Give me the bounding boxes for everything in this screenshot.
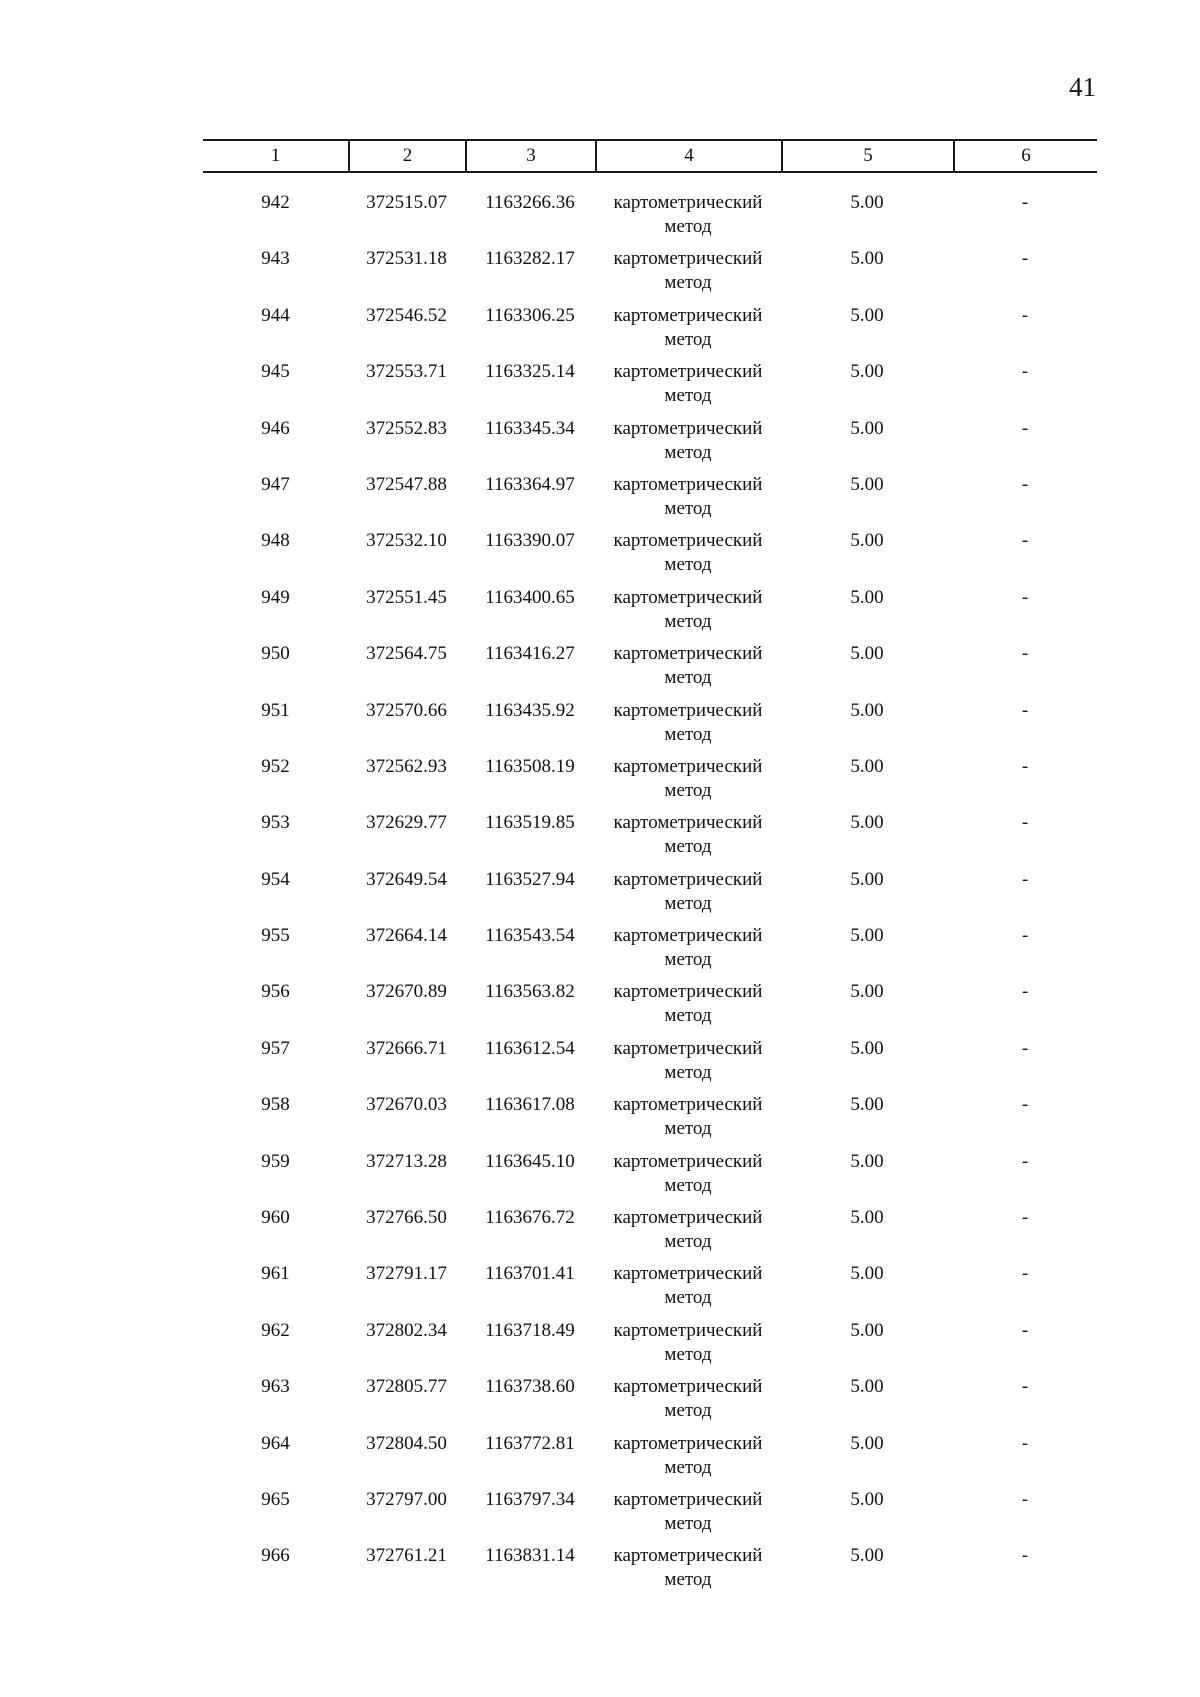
point-number: 946 <box>261 417 290 439</box>
accuracy-value: 5.00 <box>850 1545 884 1567</box>
method-line-2: метод <box>664 1569 712 1591</box>
table-row <box>203 1262 1097 1318</box>
method-cell <box>595 1544 781 1592</box>
header-cell-3: 3 <box>465 141 595 171</box>
method-line-2: метод <box>664 610 712 632</box>
note-value: - <box>1021 981 1029 1003</box>
coordinate-y: 1163345.34 <box>485 417 575 439</box>
method-cell <box>595 1150 781 1198</box>
coordinate-y: 1163400.65 <box>485 586 575 608</box>
coordinate-x: 372531.18 <box>366 248 447 270</box>
method-line-1: картометрический <box>613 1150 763 1172</box>
header-cell-5: 5 <box>781 141 953 171</box>
point-number: 959 <box>261 1150 290 1172</box>
method-cell <box>595 473 781 521</box>
point-number: 963 <box>261 1376 290 1398</box>
accuracy-value: 5.00 <box>850 473 884 495</box>
method-line-2: метод <box>664 836 712 858</box>
method-cell <box>595 699 781 747</box>
method-cell <box>595 304 781 352</box>
method-cell <box>595 1488 781 1536</box>
accuracy-value: 5.00 <box>850 1488 884 1510</box>
note-value: - <box>1021 304 1029 326</box>
table-row <box>203 699 1097 755</box>
note-value: - <box>1021 1037 1029 1059</box>
method-line-1: картометрический <box>613 699 763 721</box>
table-row <box>203 1150 1097 1206</box>
accuracy-value: 5.00 <box>850 1037 884 1059</box>
coordinate-x: 372564.75 <box>366 643 447 665</box>
method-cell <box>595 755 781 803</box>
coordinate-x: 372670.03 <box>366 1094 447 1116</box>
method-cell <box>595 1375 781 1423</box>
header-cell-6: 6 <box>953 141 1097 171</box>
coordinate-y: 1163617.08 <box>485 1094 575 1116</box>
coordinate-y: 1163831.14 <box>485 1545 575 1567</box>
method-line-2: метод <box>664 1512 712 1534</box>
method-line-1: картометрический <box>613 1319 763 1341</box>
note-value: - <box>1021 1319 1029 1341</box>
method-cell <box>595 417 781 465</box>
method-line-2: метод <box>664 441 712 463</box>
coordinate-x: 372629.77 <box>366 812 447 834</box>
coordinate-y: 1163645.10 <box>485 1150 575 1172</box>
coordinate-y: 1163543.54 <box>485 925 575 947</box>
accuracy-value: 5.00 <box>850 304 884 326</box>
method-cell <box>595 360 781 408</box>
coordinate-y: 1163612.54 <box>485 1037 575 1059</box>
method-line-2: метод <box>664 328 712 350</box>
table-row <box>203 473 1097 529</box>
method-cell <box>595 1319 781 1367</box>
method-line-2: метод <box>664 667 712 689</box>
method-line-1: картометрический <box>613 925 763 947</box>
coordinate-x: 372802.34 <box>366 1319 447 1341</box>
method-line-1: картометрический <box>613 473 763 495</box>
point-number: 962 <box>261 1319 290 1341</box>
point-number: 949 <box>261 586 290 608</box>
coordinate-x: 372553.71 <box>366 361 447 383</box>
coordinate-y: 1163306.25 <box>485 304 575 326</box>
point-number: 951 <box>261 699 290 721</box>
method-cell <box>595 247 781 295</box>
point-number: 954 <box>261 868 290 890</box>
note-value: - <box>1021 361 1029 383</box>
method-line-1: картометрический <box>613 1432 763 1454</box>
note-value: - <box>1021 530 1029 552</box>
point-number: 961 <box>261 1263 290 1285</box>
table-row <box>203 924 1097 980</box>
coordinate-y: 1163325.14 <box>485 361 575 383</box>
point-number: 943 <box>261 248 290 270</box>
method-line-2: метод <box>664 1343 712 1365</box>
point-number: 952 <box>261 755 290 777</box>
method-cell <box>595 811 781 859</box>
note-value: - <box>1021 1545 1029 1567</box>
table-row <box>203 980 1097 1036</box>
method-cell <box>595 529 781 577</box>
point-number: 953 <box>261 812 290 834</box>
note-value: - <box>1021 1150 1029 1172</box>
accuracy-value: 5.00 <box>850 699 884 721</box>
coordinate-y: 1163527.94 <box>485 868 575 890</box>
accuracy-value: 5.00 <box>850 1432 884 1454</box>
method-cell <box>595 1093 781 1141</box>
method-line-2: метод <box>664 1174 712 1196</box>
coordinate-y: 1163797.34 <box>485 1488 575 1510</box>
coordinate-x: 372791.17 <box>366 1263 447 1285</box>
note-value: - <box>1021 1432 1029 1454</box>
point-number: 966 <box>261 1545 290 1567</box>
coordinate-x: 372804.50 <box>366 1432 447 1454</box>
table-row <box>203 191 1097 247</box>
method-line-1: картометрический <box>613 755 763 777</box>
note-value: - <box>1021 248 1029 270</box>
coordinate-y: 1163416.27 <box>485 643 575 665</box>
method-line-1: картометрический <box>613 530 763 552</box>
coordinate-x: 372670.89 <box>366 981 447 1003</box>
method-line-2: метод <box>664 1061 712 1083</box>
method-cell <box>595 1262 781 1310</box>
accuracy-value: 5.00 <box>850 417 884 439</box>
accuracy-value: 5.00 <box>850 586 884 608</box>
method-cell <box>595 924 781 972</box>
coordinate-y: 1163718.49 <box>485 1319 575 1341</box>
coordinate-y: 1163390.07 <box>485 530 575 552</box>
method-line-1: картометрический <box>613 643 763 665</box>
table-row <box>203 304 1097 360</box>
note-value: - <box>1021 699 1029 721</box>
accuracy-value: 5.00 <box>850 1207 884 1229</box>
method-cell <box>595 191 781 239</box>
coordinate-x: 372666.71 <box>366 1037 447 1059</box>
method-line-2: метод <box>664 216 712 237</box>
note-value: - <box>1021 925 1029 947</box>
note-value: - <box>1021 473 1029 495</box>
accuracy-value: 5.00 <box>850 925 884 947</box>
accuracy-value: 5.00 <box>850 530 884 552</box>
accuracy-value: 5.00 <box>850 1263 884 1285</box>
table-row <box>203 1375 1097 1431</box>
table-row <box>203 247 1097 303</box>
method-line-2: метод <box>664 497 712 519</box>
note-value: - <box>1021 192 1029 213</box>
coordinate-x: 372546.52 <box>366 304 447 326</box>
method-cell <box>595 980 781 1028</box>
method-line-2: метод <box>664 1456 712 1478</box>
coordinate-y: 1163266.36 <box>485 192 575 213</box>
point-number: 942 <box>261 192 290 213</box>
method-line-1: картометрический <box>613 1376 763 1398</box>
table-row <box>203 1206 1097 1262</box>
accuracy-value: 5.00 <box>850 1094 884 1116</box>
note-value: - <box>1021 1376 1029 1398</box>
method-line-2: метод <box>664 949 712 971</box>
method-line-2: метод <box>664 1118 712 1140</box>
method-line-1: картометрический <box>613 1488 763 1510</box>
point-number: 955 <box>261 925 290 947</box>
note-value: - <box>1021 643 1029 665</box>
table-row <box>203 755 1097 811</box>
table-row <box>203 360 1097 416</box>
method-cell <box>595 586 781 634</box>
table-row <box>203 586 1097 642</box>
note-value: - <box>1021 1207 1029 1229</box>
table-row <box>203 811 1097 867</box>
method-line-2: метод <box>664 554 712 576</box>
method-line-2: метод <box>664 1231 712 1253</box>
note-value: - <box>1021 417 1029 439</box>
method-line-2: метод <box>664 723 712 745</box>
point-number: 947 <box>261 473 290 495</box>
coordinate-y: 1163676.72 <box>485 1207 575 1229</box>
method-cell <box>595 1206 781 1254</box>
table-row <box>203 1432 1097 1488</box>
method-line-2: метод <box>664 1287 712 1309</box>
method-line-1: картометрический <box>613 1545 763 1567</box>
table-header <box>203 139 1097 173</box>
method-line-1: картометрический <box>613 1037 763 1059</box>
accuracy-value: 5.00 <box>850 361 884 383</box>
method-line-2: метод <box>664 779 712 801</box>
accuracy-value: 5.00 <box>850 981 884 1003</box>
accuracy-value: 5.00 <box>850 192 884 213</box>
point-number: 957 <box>261 1037 290 1059</box>
coordinate-y: 1163435.92 <box>485 699 575 721</box>
coordinate-x: 372552.83 <box>366 417 447 439</box>
method-line-1: картометрический <box>613 868 763 890</box>
coordinate-x: 372766.50 <box>366 1207 447 1229</box>
table-row <box>203 1488 1097 1544</box>
point-number: 945 <box>261 361 290 383</box>
coordinate-x: 372664.14 <box>366 925 447 947</box>
note-value: - <box>1021 868 1029 890</box>
coordinate-y: 1163519.85 <box>485 812 575 834</box>
accuracy-value: 5.00 <box>850 868 884 890</box>
method-cell <box>595 1037 781 1085</box>
coordinate-x: 372713.28 <box>366 1150 447 1172</box>
note-value: - <box>1021 812 1029 834</box>
method-line-2: метод <box>664 892 712 914</box>
table-row <box>203 868 1097 924</box>
point-number: 964 <box>261 1432 290 1454</box>
coordinate-y: 1163508.19 <box>485 755 575 777</box>
point-number: 944 <box>261 304 290 326</box>
method-line-1: картометрический <box>613 1263 763 1285</box>
method-line-1: картометрический <box>613 417 763 439</box>
coordinate-y: 1163282.17 <box>485 248 575 270</box>
point-number: 950 <box>261 643 290 665</box>
coordinate-y: 1163738.60 <box>485 1376 575 1398</box>
method-line-2: метод <box>664 385 712 407</box>
coordinate-x: 372532.10 <box>366 530 447 552</box>
table-row <box>203 417 1097 473</box>
point-number: 948 <box>261 530 290 552</box>
method-line-1: картометрический <box>613 361 763 383</box>
accuracy-value: 5.00 <box>850 1319 884 1341</box>
header-cell-1: 1 <box>270 145 281 166</box>
table-row <box>203 1037 1097 1093</box>
header-cell-4: 4 <box>595 141 781 171</box>
point-number: 965 <box>261 1488 290 1510</box>
accuracy-value: 5.00 <box>850 1150 884 1172</box>
accuracy-value: 5.00 <box>850 755 884 777</box>
method-line-1: картометрический <box>613 192 763 213</box>
accuracy-value: 5.00 <box>850 1376 884 1398</box>
coordinate-y: 1163772.81 <box>485 1432 575 1454</box>
note-value: - <box>1021 1094 1029 1116</box>
table-row <box>203 1319 1097 1375</box>
coordinate-y: 1163701.41 <box>485 1263 575 1285</box>
method-line-1: картометрический <box>613 586 763 608</box>
method-line-1: картометрический <box>613 981 763 1003</box>
method-line-2: метод <box>664 272 712 294</box>
accuracy-value: 5.00 <box>850 643 884 665</box>
coordinate-x: 372551.45 <box>366 586 447 608</box>
method-cell <box>595 868 781 916</box>
table-body <box>203 191 1097 1601</box>
coordinate-x: 372761.21 <box>366 1545 447 1567</box>
point-number: 956 <box>261 981 290 1003</box>
method-cell <box>595 642 781 690</box>
method-line-1: картометрический <box>613 248 763 270</box>
method-line-1: картометрический <box>613 812 763 834</box>
method-line-2: метод <box>664 1005 712 1027</box>
coordinate-x: 372515.07 <box>366 192 447 213</box>
header-cell-2: 2 <box>348 141 465 171</box>
note-value: - <box>1021 1263 1029 1285</box>
table-row <box>203 642 1097 698</box>
coordinate-y: 1163563.82 <box>485 981 575 1003</box>
coordinate-x: 372797.00 <box>366 1488 447 1510</box>
accuracy-value: 5.00 <box>850 812 884 834</box>
note-value: - <box>1021 1488 1029 1510</box>
coordinate-y: 1163364.97 <box>485 473 575 495</box>
method-line-1: картометрический <box>613 1094 763 1116</box>
method-cell <box>595 1432 781 1480</box>
note-value: - <box>1021 586 1029 608</box>
table-row <box>203 1093 1097 1149</box>
point-number: 958 <box>261 1094 290 1116</box>
point-number: 960 <box>261 1207 290 1229</box>
coordinate-x: 372547.88 <box>366 473 447 495</box>
page-number: 41 <box>1069 72 1096 102</box>
table-row <box>203 529 1097 585</box>
coordinate-x: 372570.66 <box>366 699 447 721</box>
note-value: - <box>1021 755 1029 777</box>
accuracy-value: 5.00 <box>850 248 884 270</box>
method-line-1: картометрический <box>613 304 763 326</box>
table-row <box>203 1544 1097 1600</box>
method-line-2: метод <box>664 1400 712 1422</box>
coordinate-x: 372649.54 <box>366 868 447 890</box>
method-line-1: картометрический <box>613 1207 763 1229</box>
coordinate-x: 372805.77 <box>366 1376 447 1398</box>
coordinate-x: 372562.93 <box>366 755 447 777</box>
